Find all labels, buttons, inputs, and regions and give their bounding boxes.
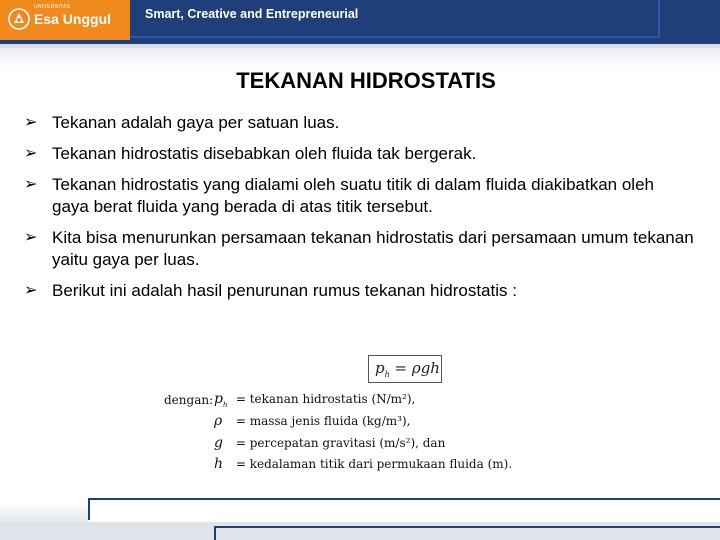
bullet-list bbox=[24, 112, 694, 311]
formula-label: dengan: bbox=[164, 393, 214, 407]
formula-symbol: g bbox=[214, 435, 223, 451]
bullet-text: Kita bisa menurunkan persamaan tekanan hidrostatis dari persamaan umum tekanan yaitu gaya per luas. bbox=[52, 228, 694, 269]
footer-rule bbox=[88, 498, 720, 500]
bullet-item bbox=[24, 112, 694, 134]
bullet-item bbox=[24, 280, 694, 302]
bullet-text: Berikut ini adalah hasil penurunan rumus tekanan hidrostatis : bbox=[52, 281, 517, 300]
formula-symbol: ρ bbox=[214, 413, 223, 429]
header-shade bbox=[0, 48, 720, 68]
slide-title: TEKANAN HIDROSTATIS bbox=[236, 68, 496, 93]
formula-symbol: $p_h$ bbox=[214, 391, 228, 409]
formula-row bbox=[214, 435, 445, 451]
footer-inner-frame bbox=[214, 526, 720, 540]
bullet-item bbox=[24, 143, 694, 165]
bullet-text: Tekanan hidrostatis disebabkan oleh fluida tak bergerak. bbox=[52, 144, 477, 163]
formula-row bbox=[214, 391, 415, 409]
footer-shade bbox=[0, 503, 88, 523]
arrow-bullet-icon: ➢ bbox=[24, 114, 38, 131]
formula-description: = kedalaman titik dari permukaan fluida (m). bbox=[235, 457, 513, 471]
formula-description: = massa jenis fluida (kg/m³), bbox=[235, 414, 411, 428]
arrow-bullet-icon: ➢ bbox=[24, 282, 38, 299]
formula-description: = tekanan hidrostatis (N/m²), bbox=[235, 392, 416, 406]
header-tagline: Smart, Creative and Entrepreneurial bbox=[145, 7, 359, 21]
footer-rule-drop bbox=[88, 498, 90, 520]
university-emblem-icon bbox=[8, 8, 30, 30]
arrow-bullet-icon: ➢ bbox=[24, 229, 38, 246]
formula-lhs-sub: h bbox=[384, 370, 390, 379]
logo-subtitle: UNIVERSITAS bbox=[34, 4, 71, 10]
formula-symbol: h bbox=[214, 456, 224, 472]
bullet-text: Tekanan hidrostatis yang dialami oleh suatu titik di dalam fluida diakibatkan oleh gaya berat fluida yang berada di atas titik tersebut. bbox=[52, 175, 654, 216]
formula-lhs: p bbox=[375, 359, 385, 377]
arrow-bullet-icon: ➢ bbox=[24, 145, 38, 162]
header-tick bbox=[658, 0, 660, 38]
university-logo bbox=[0, 0, 130, 40]
arrow-bullet-icon: ➢ bbox=[24, 176, 38, 193]
bullet-item bbox=[24, 227, 694, 271]
logo-name: Esa Unggul bbox=[34, 11, 112, 27]
header-rule bbox=[130, 36, 660, 38]
formula-image bbox=[162, 353, 534, 485]
bullet-text: Tekanan adalah gaya per satuan luas. bbox=[52, 113, 340, 132]
formula-description: = percepatan gravitasi (m/s²), dan bbox=[235, 436, 446, 450]
formula-rhs: = ρgh bbox=[389, 359, 440, 377]
formula-row bbox=[214, 413, 410, 429]
formula-equation bbox=[368, 355, 442, 383]
bullet-item bbox=[24, 174, 694, 218]
formula-row bbox=[214, 456, 512, 472]
